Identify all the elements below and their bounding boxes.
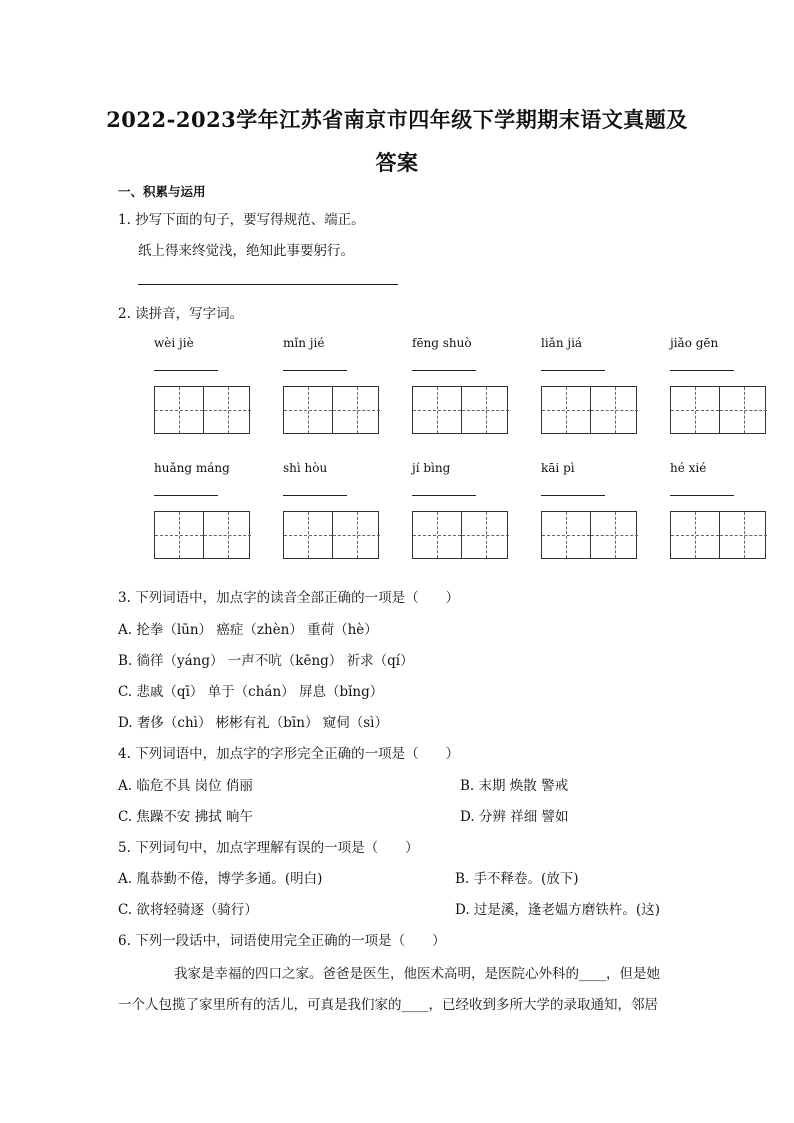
question-3-prompt: 3. 下列词语中，加点字的读音全部正确的一项是（ ） [118,590,460,606]
tianzi-grid[interactable] [154,511,250,559]
pinyin-label: fēng shuò [412,336,472,350]
tianzi-grid[interactable] [283,511,379,559]
question-6-prompt: 6. 下列一段话中，词语使用完全正确的一项是（ ） [118,933,446,949]
pinyin-label: mǐn jié [283,336,325,350]
question-6-passage-line1: 我家是幸福的四口之家。爸爸是医生，他医术高明，是医院心外科的____，但是她 [174,966,660,982]
question-4-option-d[interactable]: D. 分辨 祥细 譬如 [460,809,569,825]
question-3-option-a[interactable]: A. 抡拳（lūn） 癌症（zhèn） 重荷（hè） [118,622,378,638]
tianzi-grid[interactable] [154,386,250,434]
pinyin-label: huǎng máng [154,461,230,475]
pinyin-answer-line[interactable] [412,370,476,371]
question-5-option-a[interactable]: A. 胤恭勤不倦，博学多通。(明白) [118,871,323,887]
question-4-prompt: 4. 下列词语中，加点字的字形完全正确的一项是（ ） [118,746,460,762]
pinyin-group [283,336,383,434]
pinyin-answer-line[interactable] [412,495,476,496]
pinyin-label: jí bìng [412,461,451,475]
question-5-option-c[interactable]: C. 欲将轻骑逐（骑行） [118,902,258,918]
question-3-option-b[interactable]: B. 徜徉（yáng） 一声不吭（kēng） 祈求（qí） [118,653,414,669]
page-title-line1: 2022-2023学年江苏省南京市四年级下学期期末语文真题及 [106,107,688,132]
pinyin-group [283,461,383,559]
question-5-option-b[interactable]: B. 手不释卷。(放下) [455,871,579,887]
pinyin-answer-line[interactable] [541,370,605,371]
tianzi-grid[interactable] [541,386,637,434]
question-5-prompt: 5. 下列词句中，加点字理解有误的一项是（ ） [118,840,419,856]
pinyin-label: hé xié [670,461,707,475]
pinyin-group [412,336,512,434]
page-title-line2: 答案 [375,150,419,175]
question-6-passage-line2: 一个人包揽了家里所有的活儿，可真是我们家的____，已经收到多所大学的录取通知，邻居 [118,997,658,1013]
pinyin-label: kāi pì [541,461,575,475]
question-3-option-c[interactable]: C. 悲戚（qī） 单于（chán） 屏息（bǐng） [118,684,384,700]
pinyin-group [670,461,770,559]
tianzi-grid[interactable] [283,386,379,434]
tianzi-grid[interactable] [412,511,508,559]
question-4-option-c[interactable]: C. 焦躁不安 拂拭 晌午 [118,809,254,825]
pinyin-group [541,336,641,434]
pinyin-answer-line[interactable] [541,495,605,496]
pinyin-group [412,461,512,559]
pinyin-label: liǎn jiá [541,336,583,350]
tianzi-grid[interactable] [670,386,766,434]
pinyin-group [154,336,254,434]
tianzi-grid[interactable] [670,511,766,559]
question-1-sentence: 纸上得来终觉浅，绝知此事要躬行。 [138,243,354,259]
pinyin-answer-line[interactable] [154,370,218,371]
question-1-prompt: 1. 抄写下面的句子，要写得规范、端正。 [118,212,365,228]
pinyin-answer-line[interactable] [670,370,734,371]
pinyin-answer-line[interactable] [283,495,347,496]
question-4-option-a[interactable]: A. 临危不具 岗位 俏丽 [118,778,253,794]
pinyin-label: wèi jiè [154,336,194,350]
copy-answer-line[interactable] [138,284,398,285]
pinyin-answer-line[interactable] [670,495,734,496]
pinyin-group [541,461,641,559]
tianzi-grid[interactable] [412,386,508,434]
tianzi-grid[interactable] [541,511,637,559]
section-heading: 一、积累与运用 [118,184,206,199]
pinyin-label: shì hòu [283,461,328,475]
pinyin-answer-line[interactable] [283,370,347,371]
pinyin-group [154,461,254,559]
pinyin-group [670,336,770,434]
pinyin-label: jiǎo gēn [670,336,719,350]
question-5-option-d[interactable]: D. 过是溪，逢老媪方磨铁杵。(这) [455,902,660,918]
question-2-prompt: 2. 读拼音，写字词。 [118,306,244,322]
question-4-option-b[interactable]: B. 末期 焕散 警戒 [460,778,569,794]
pinyin-answer-line[interactable] [154,495,218,496]
question-3-option-d[interactable]: D. 奢侈（chì） 彬彬有礼（bīn） 窥伺（sì） [118,715,388,731]
